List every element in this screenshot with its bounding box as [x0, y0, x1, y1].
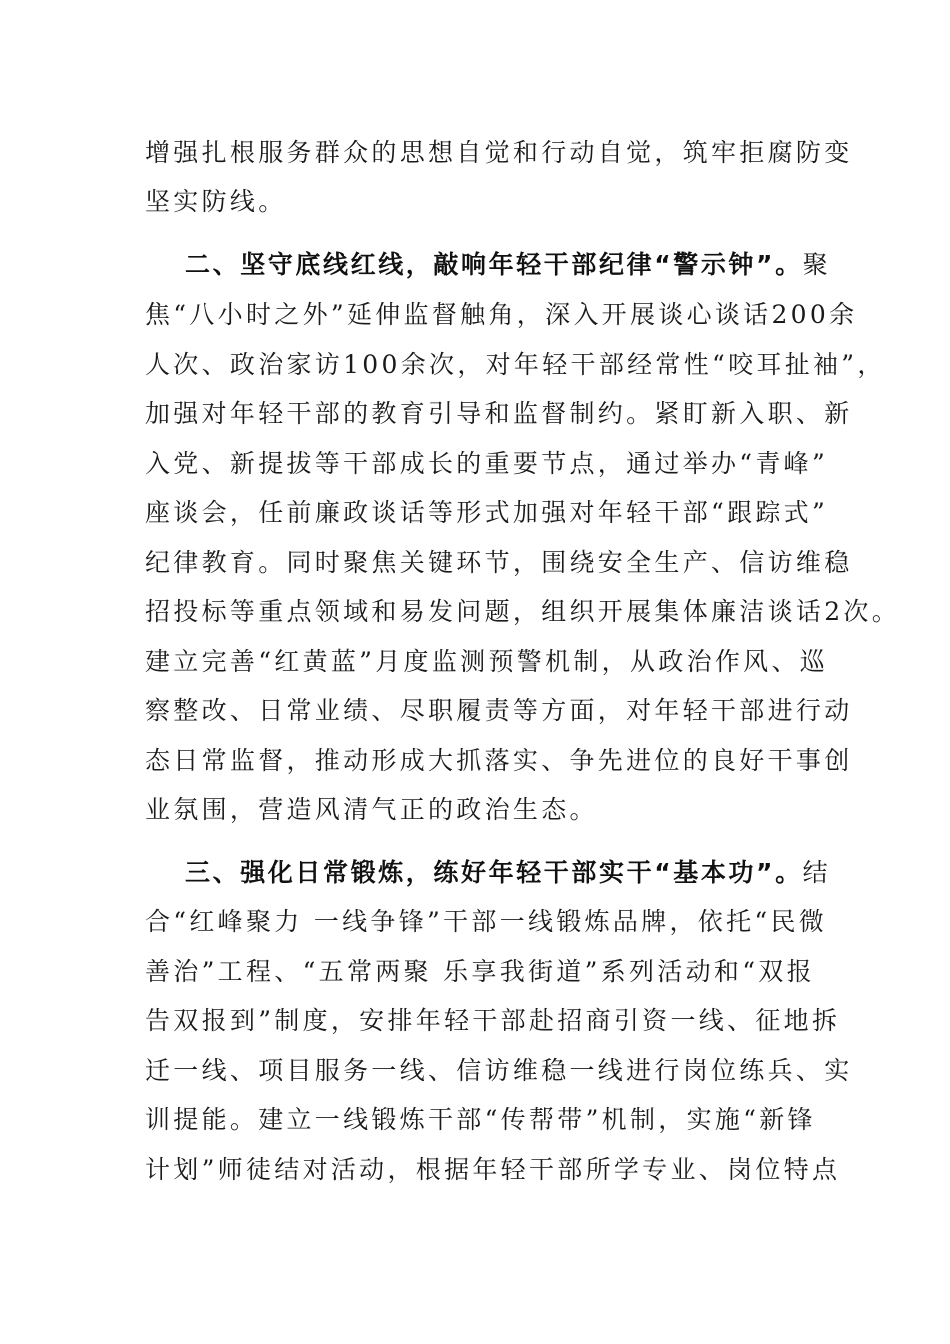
paragraph-1-line-2: 坚实防线。: [145, 187, 287, 216]
paragraph-3-line-7: 计划”师徒结对活动，根据年轻干部所学专业、岗位特点: [145, 1155, 841, 1184]
paragraph-2-first-line: [185, 245, 831, 285]
paragraph-2-line-6: 座谈会，任前廉政谈话等形式加强对年轻干部“跟踪式”: [145, 498, 829, 527]
paragraph-2-line-1-tail: 聚: [802, 250, 831, 279]
paragraph-2-line-12: 业氛围，营造风清气正的政治生态。: [145, 795, 598, 824]
paragraph-2-line-4: 加强对年轻干部的教育引导和监督制约。紧盯新入职、新: [145, 399, 853, 428]
paragraph-2-line-8: 招投标等重点领域和易发问题，组织开展集体廉洁谈话2次。: [145, 597, 901, 626]
paragraph-3-line-2: 合“红峰聚力 一线争锋”干部一线锻炼品牌，依托“民微: [145, 907, 828, 936]
paragraph-3-heading: 三、强化日常锻炼，练好年轻干部实干“基本功”。: [185, 858, 803, 887]
paragraph-2-line-5: 入党、新提拔等干部成长的重要节点，通过举办“青峰”: [145, 449, 829, 478]
paragraph-1-line-1: 增强扎根服务群众的思想自觉和行动自觉，筑牢拒腐防变: [145, 138, 853, 167]
paragraph-2-line-10: 察整改、日常业绩、尽职履责等方面，对年轻干部进行动: [145, 696, 853, 725]
paragraph-3-line-5: 迁一线、项目服务一线、信访维稳一线进行岗位练兵、实: [145, 1056, 853, 1085]
paragraph-2-line-3: 人次、政治家访100余次，对年轻干部经常性“咬耳扯袖”，: [145, 350, 886, 379]
paragraph-2-line-2: 焦“八小时之外”延伸监督触角，深入开展谈心谈话200余: [145, 300, 858, 329]
paragraph-3-line-6: 训提能。建立一线锻炼干部“传帮带”机制，实施“新锋: [145, 1105, 816, 1134]
paragraph-2-heading: 二、坚守底线红线，敲响年轻干部纪律“警示钟”。: [185, 250, 803, 279]
paragraph-2-line-9: 建立完善“红黄蓝”月度监测预警机制，从政治作风、巡: [145, 647, 829, 676]
paragraph-2-line-11: 态日常监督，推动形成大抓落实、争先进位的良好干事创: [145, 746, 853, 775]
paragraph-3-line-3: 善治”工程、“五常两聚 乐享我街道”系列活动和“双报: [145, 957, 815, 986]
paragraph-3-first-line: [185, 853, 831, 893]
paragraph-3-line-4: 告双报到”制度，安排年轻干部赴招商引资一线、征地拆: [145, 1006, 841, 1035]
paragraph-3-line-1-tail: 结: [802, 858, 831, 887]
paragraph-2-line-7: 纪律教育。同时聚焦关键环节，围绕安全生产、信访维稳: [145, 548, 853, 577]
